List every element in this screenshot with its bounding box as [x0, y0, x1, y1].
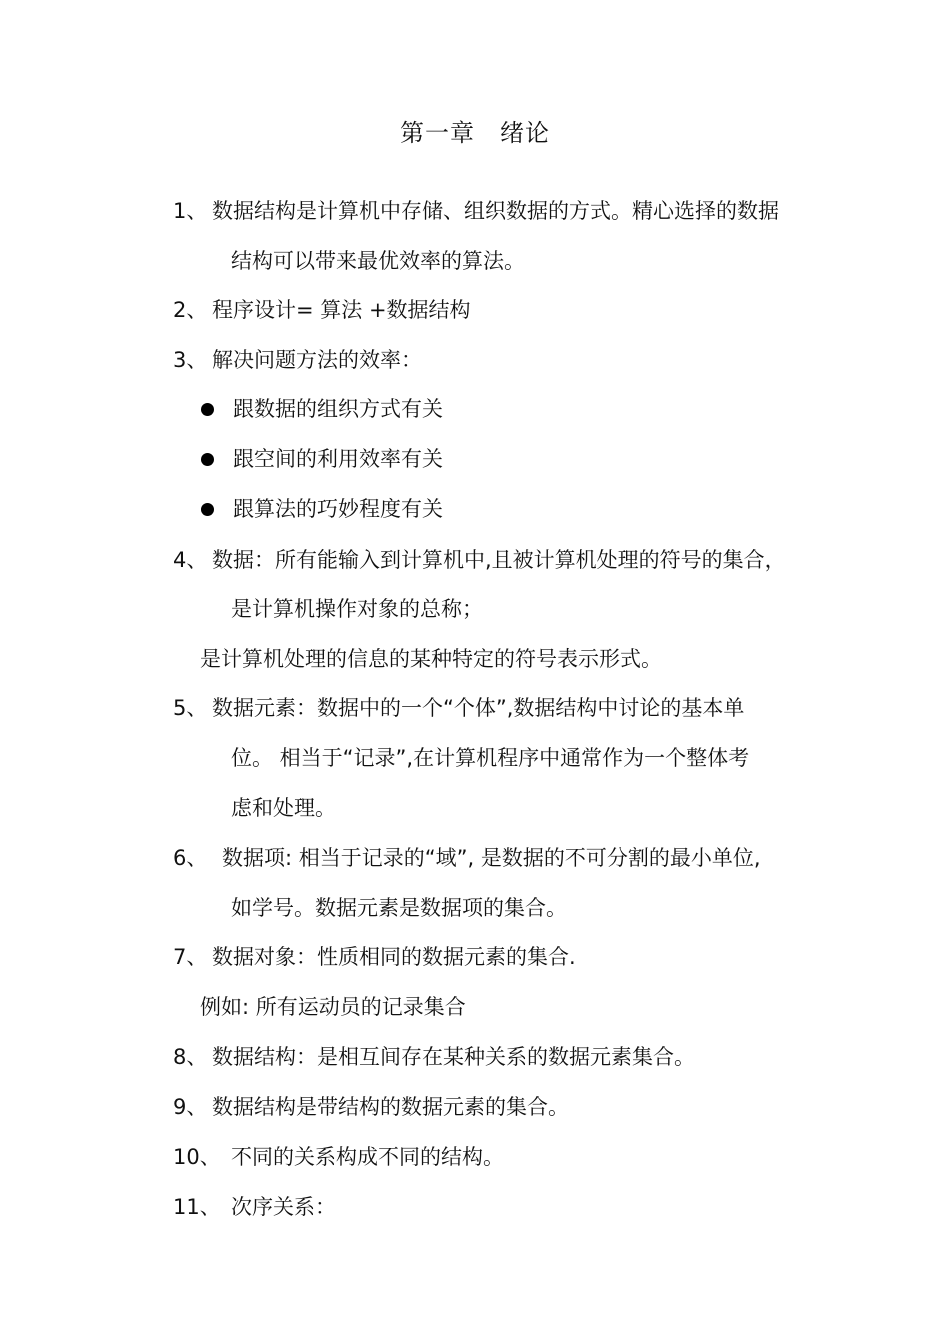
bullet-text: 跟空间的利用效率有关: [233, 447, 443, 471]
item-text-continued: 如学号。数据元素是数据项的集合。: [231, 896, 567, 920]
item-text: 次序关系：: [231, 1195, 336, 1219]
item-text: 解决问题方法的效率：: [212, 348, 422, 372]
item-example: 例如: 所有运动员的记录集合: [200, 995, 466, 1019]
item-number: 2、: [173, 298, 208, 322]
item-text: 数据元素：数据中的一个“个体”,数据结构中讨论的基本单: [212, 696, 745, 720]
item-number: 4、: [173, 548, 208, 572]
item-text-continued: 结构可以带来最优效率的算法。: [231, 249, 525, 273]
item-number: 10、: [173, 1145, 221, 1169]
bullet-item: [200, 394, 600, 424]
item-number: 11、: [173, 1195, 221, 1219]
item-text: 程序设计= 算法 +数据结构: [212, 298, 471, 322]
bullet-item: [200, 444, 600, 474]
item-text: 数据项: 相当于记录的“域”, 是数据的不可分割的最小单位,: [222, 846, 761, 870]
item-text: 数据结构是带结构的数据元素的集合。: [212, 1095, 569, 1119]
bullet-text: 跟算法的巧妙程度有关: [233, 497, 443, 521]
bullet-dot-icon: [201, 453, 214, 466]
item-text-continued: 位。 相当于“记录”,在计算机程序中通常作为一个整体考: [231, 746, 750, 770]
item-number: 7、: [173, 945, 208, 969]
bullet-item: [200, 494, 600, 524]
item-number: 8、: [173, 1045, 208, 1069]
bullet-dot-icon: [201, 403, 214, 416]
bullet-text: 跟数据的组织方式有关: [233, 397, 443, 421]
item-text: 数据结构是计算机中存储、组织数据的方式。精心选择的数据: [212, 199, 779, 223]
item-text: 不同的关系构成不同的结构。: [231, 1145, 504, 1169]
item-text-continued: 虑和处理。: [231, 796, 336, 820]
item-text: 数据：所有能输入到计算机中,且被计算机处理的符号的集合，: [212, 548, 786, 572]
page-title: 第一章 绪论: [400, 119, 550, 147]
item-text-continued: 是计算机操作对象的总称；: [231, 597, 483, 621]
item-number: 3、: [173, 348, 208, 372]
item-number: 5、: [173, 696, 208, 720]
item-number: 1、: [173, 199, 208, 223]
item-text: 数据结构：是相互间存在某种关系的数据元素集合。: [212, 1045, 695, 1069]
item-number: 6、: [173, 846, 208, 870]
item-text-continued: 是计算机处理的信息的某种特定的符号表示形式。: [200, 647, 662, 671]
item-text: 数据对象：性质相同的数据元素的集合.: [212, 945, 576, 969]
item-number: 9、: [173, 1095, 208, 1119]
bullet-dot-icon: [201, 503, 214, 516]
